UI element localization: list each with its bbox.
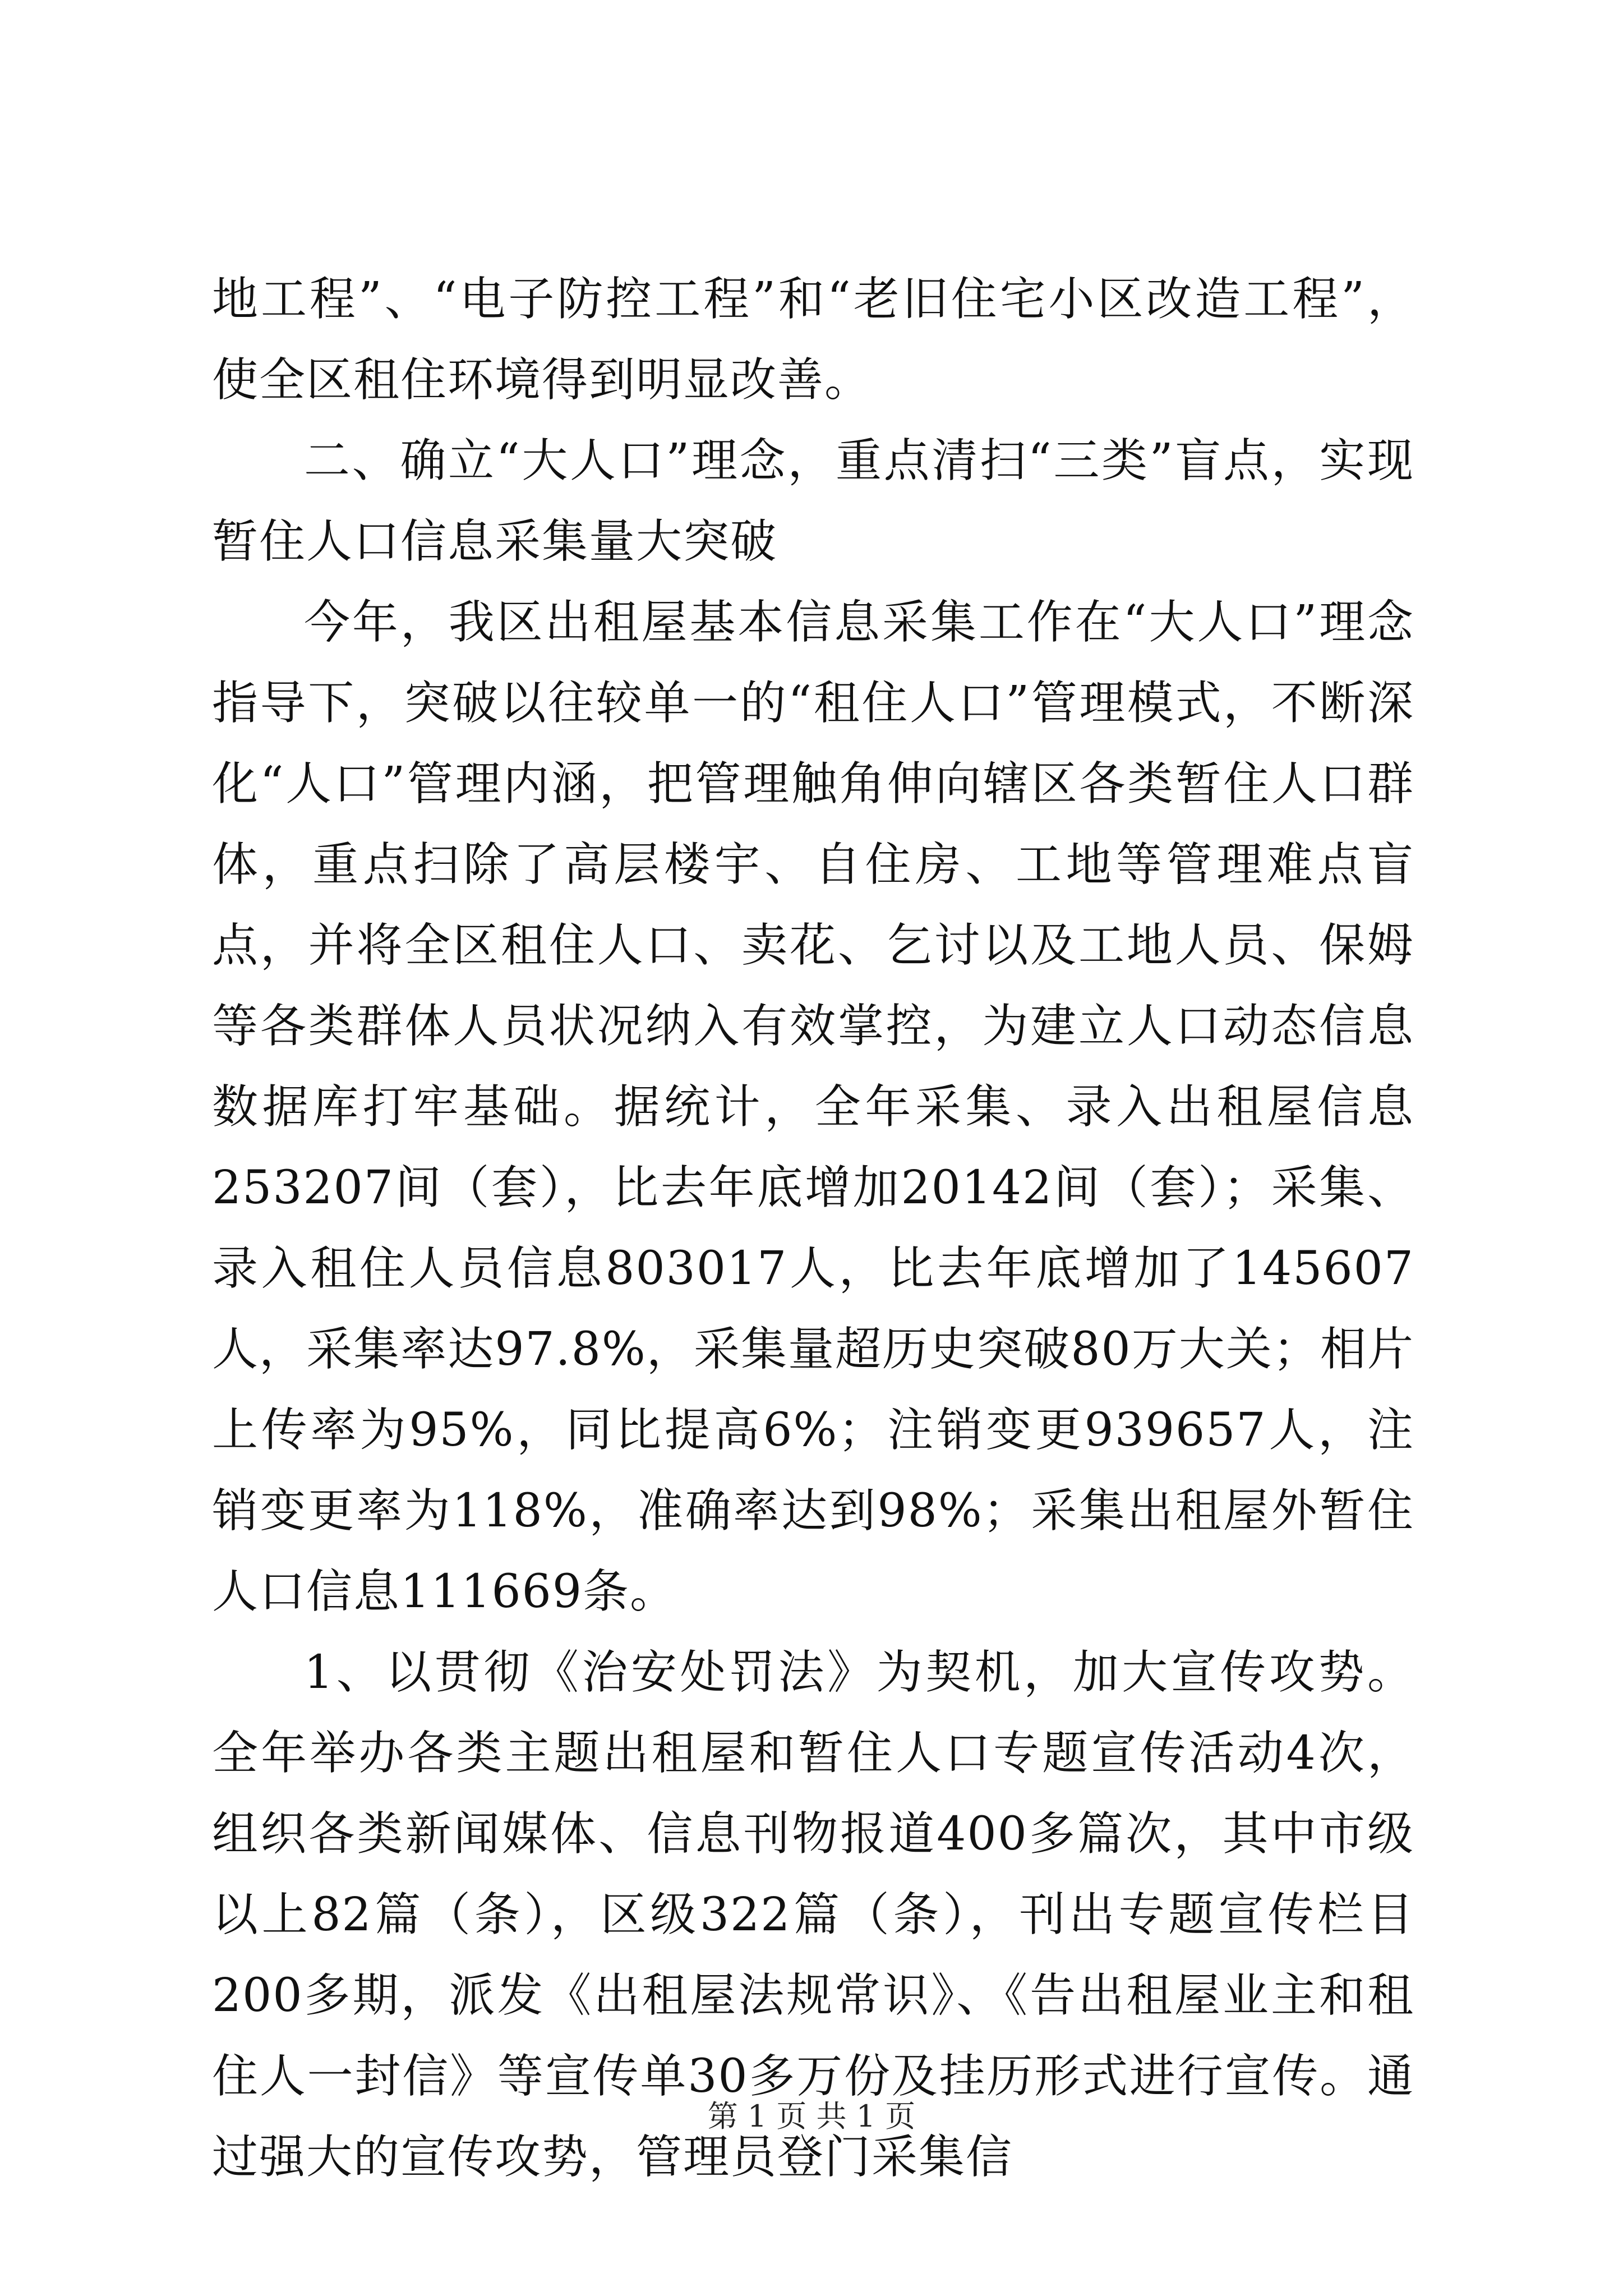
paragraph-statistics: 今年，我区出租屋基本信息采集工作在“大人口”理念指导下，突破以往较单一的“租住人口”管理模式，不断深化“人口”管理内涵，把管理触角伸向辖区各类暂住人口群体，重点扫除了高层楼宇、自住房、工地等管理难点盲点，并将全区租住人口、卖花、乞讨以及工地人员、保姆等各类群体人员状况纳入有效掌控，为建立人口动态信息数据库打牢基础。据统计，全年采集、录入出租屋信息253207间（套），比去年底增加20142间（套）；采集、录入租住人员信息803017人，比去年底增加了145607人，采集率达97.8%，采集量超历史突破80万大关；相片上传率为95%，同比提高6%；注销变更939657人，注销变更率为118%，准确率达到98%；采集出租屋外暂住人口信息111669条。	[212, 596, 1414, 1618]
paragraph-continuation: 地工程”、“电子防控工程”和“老旧住宅小区改造工程”，使全区租住环境得到明显改善。	[212, 273, 1414, 407]
section-heading: 二、确立“大人口”理念，重点清扫“三类”盲点，实现暂住人口信息采集量大突破	[212, 434, 1414, 568]
paragraph-publicity: 1、以贯彻《治安处罚法》为契机，加大宣传攻势。全年举办各类主题出租屋和暂住人口专题宣传活动4次，组织各类新闻媒体、信息刊物报道400多篇次，其中市级以上82篇（条），区级322篇（条），刊出专题宣传栏目200多期，派发《出租屋法规常识》、《告出租屋业主和租住人一封信》等宣传单30多万份及挂历形式进行宣传。通过强大的宣传攻势，管理员登门采集信	[212, 1646, 1414, 2184]
page-footer: 第 1 页 共 1 页	[707, 2099, 916, 2134]
document-body	[212, 259, 1414, 2198]
